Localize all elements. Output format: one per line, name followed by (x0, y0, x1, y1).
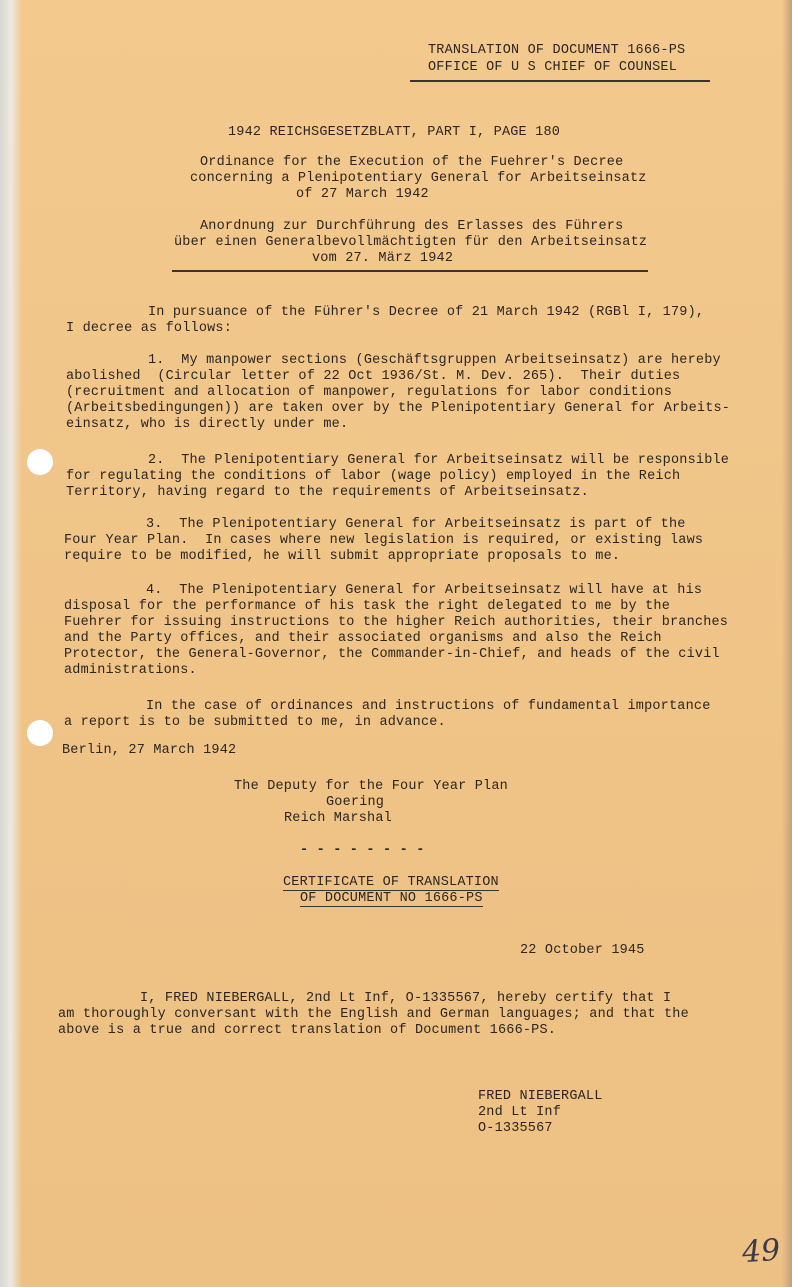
para4-line-5: Protector, the General-Governor, the Commander-in-Chief, and heads of the civil (64, 647, 720, 662)
certificate-title-line-1 (283, 874, 499, 891)
para2-line-3: Territory, having regard to the requirements of Arbeitseinsatz. (66, 485, 589, 500)
paper-left-edge (0, 0, 22, 1287)
para4-line-4: and the Party offices, and their associated organisms and also the Reich (64, 631, 662, 646)
para3-line-3: require to be modified, he will submit appropriate proposals to me. (64, 549, 621, 564)
certificate-text-line-2: am thoroughly conversant with the English and German languages; and that the (58, 1007, 689, 1022)
para4-line-6: administrations. (64, 663, 197, 678)
certificate-title-text-2: OF DOCUMENT NO 1666-PS (300, 891, 483, 906)
title-english-line-2: concerning a Plenipotentiary General for Arbeitseinsatz (190, 171, 647, 186)
title-german-line-3: vom 27. März 1942 (312, 251, 454, 266)
certificate-title-line-2 (300, 890, 483, 907)
intro-line-2: I decree as follows: (66, 321, 233, 336)
para1-line-1: 1. My manpower sections (Geschäftsgruppen Arbeitseinsatz) are hereby (148, 353, 721, 368)
para5-line-1: In the case of ordinances and instructions of fundamental importance (146, 699, 711, 714)
paper-right-edge (782, 0, 792, 1287)
translator-serial: O-1335567 (478, 1121, 553, 1136)
para5-line-2: a report is to be submitted to me, in advance. (64, 715, 446, 730)
para2-line-2: for regulating the conditions of labor (wage policy) employed in the Reich (66, 469, 681, 484)
para4-line-3: Fuehrer for issuing instructions to the higher Reich authorities, their branches (64, 615, 729, 630)
para1-line-4: (Arbeitsbedingungen)) are taken over by the Plenipotentiary General for Arbeits- (66, 401, 731, 416)
para1-line-3: (recruitment and allocation of manpower, regulations for labor conditions (66, 385, 672, 400)
translator-rank: 2nd Lt Inf (478, 1105, 562, 1120)
title-rule (172, 270, 648, 272)
para1-line-5: einsatz, who is directly under me. (66, 417, 349, 432)
certificate-text-line-1: I, FRED NIEBERGALL, 2nd Lt Inf, O-1335567, hereby certify that I (140, 991, 672, 1006)
para4-line-2: disposal for the performance of his task the right delegated to me by the (64, 599, 670, 614)
para3-line-2: Four Year Plan. In cases where new legislation is required, or existing laws (64, 533, 704, 548)
handwritten-page-number: 49 (740, 1232, 782, 1271)
source-reference: 1942 REICHSGESETZBLATT, PART I, PAGE 180 (228, 125, 561, 140)
para1-line-2: abolished (Circular letter of 22 Oct 1936/St. M. Dev. 265). Their duties (66, 369, 681, 384)
para2-line-1: 2. The Plenipotentiary General for Arbeitseinsatz will be responsible (148, 453, 730, 468)
title-german-line-1: Anordnung zur Durchführung des Erlasses des Führers (200, 219, 624, 234)
title-german-line-2: über einen Generalbevollmächtigten für den Arbeitseinsatz (174, 235, 648, 250)
intro-line-1: In pursuance of the Führer's Decree of 21 March 1942 (RGBl I, 179), (148, 305, 705, 320)
header-line-2: OFFICE OF U S CHIEF OF COUNSEL (428, 60, 678, 75)
title-english-line-1: Ordinance for the Execution of the Fuehrer's Decree (200, 155, 624, 170)
separator: - - - - - - - - (300, 843, 425, 858)
para4-line-1: 4. The Plenipotentiary General for Arbeitseinsatz will have at his (146, 583, 703, 598)
certificate-date: 22 October 1945 (520, 943, 645, 958)
signature-title: The Deputy for the Four Year Plan (234, 779, 508, 794)
para3-line-1: 3. The Plenipotentiary General for Arbeitseinsatz is part of the (146, 517, 686, 532)
place-date: Berlin, 27 March 1942 (62, 743, 237, 758)
title-english-line-3: of 27 March 1942 (296, 187, 429, 202)
punch-hole-upper (27, 449, 53, 475)
certificate-title-text-1: CERTIFICATE OF TRANSLATION (283, 875, 499, 890)
certificate-text-line-3: above is a true and correct translation of Document 1666-PS. (58, 1023, 557, 1038)
punch-hole-lower (27, 720, 53, 746)
header-line-1: TRANSLATION OF DOCUMENT 1666-PS (428, 43, 686, 58)
translator-name: FRED NIEBERGALL (478, 1089, 603, 1104)
header-underline (410, 80, 710, 82)
signature-name: Goering (326, 795, 385, 810)
signature-rank: Reich Marshal (284, 811, 392, 826)
